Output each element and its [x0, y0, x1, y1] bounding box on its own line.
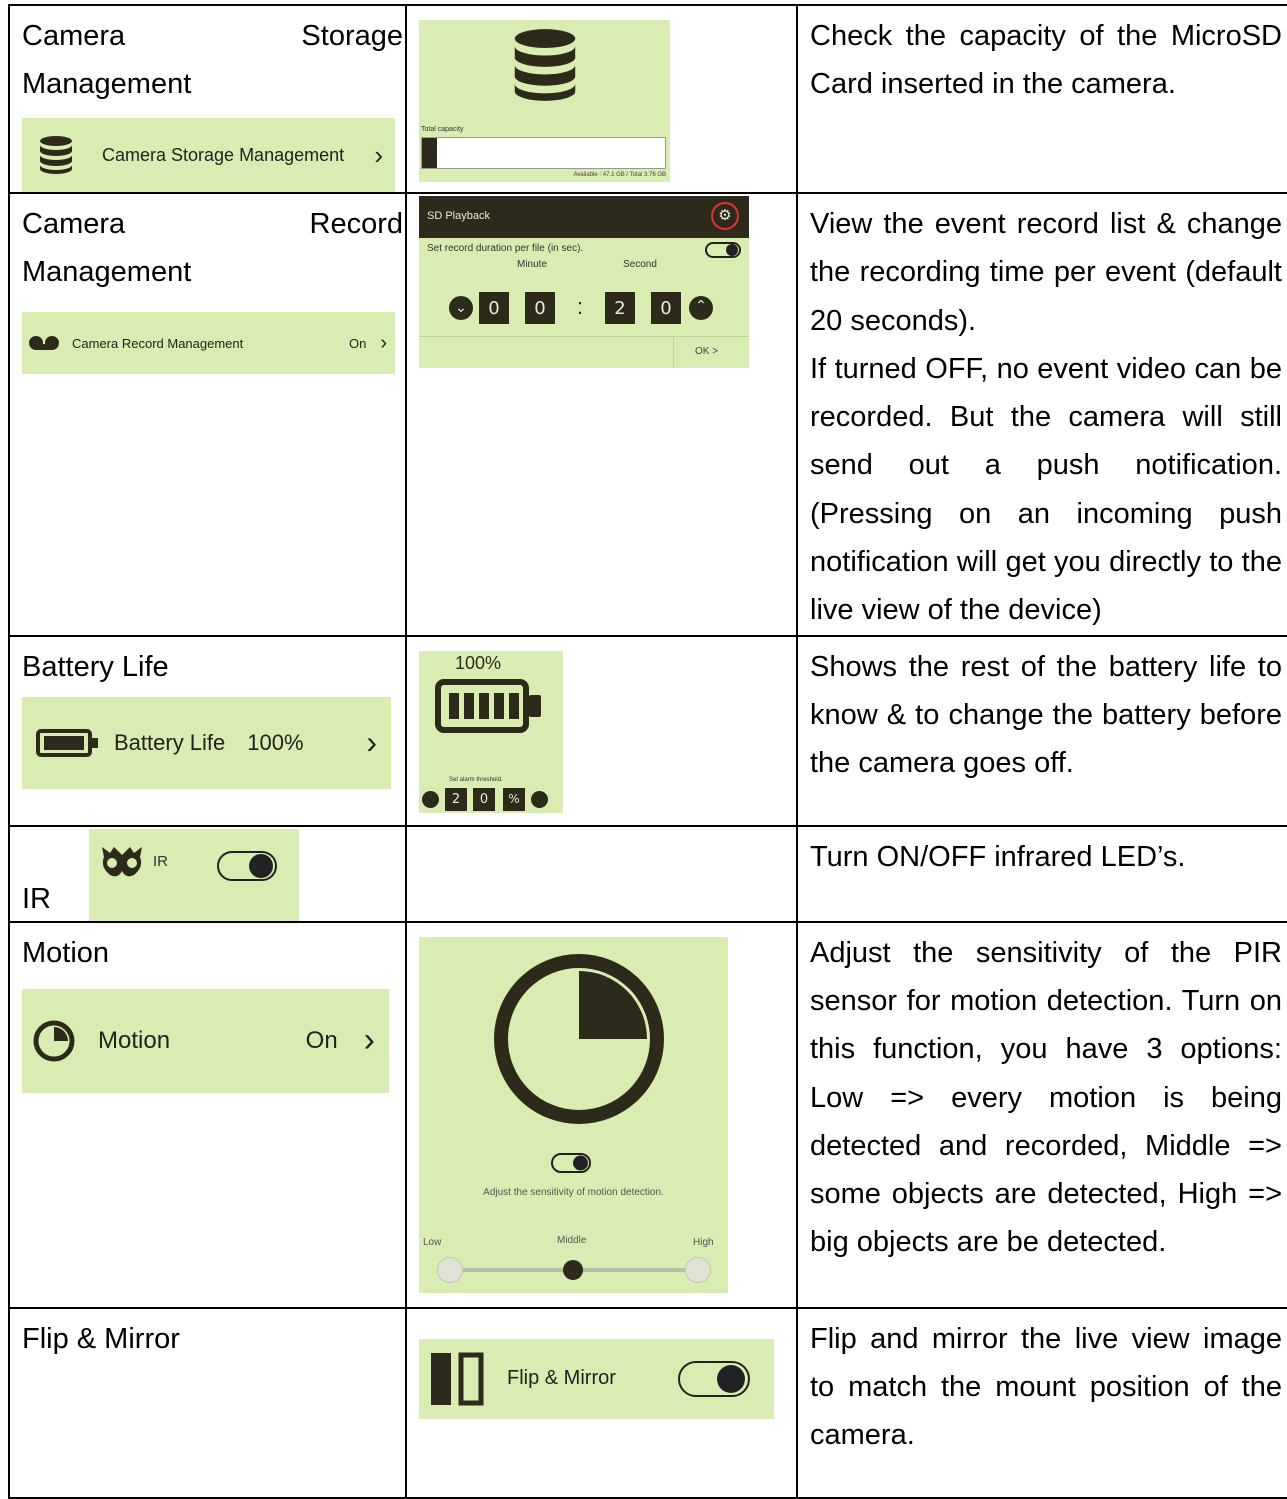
chevron-right-icon: ›: [366, 724, 377, 761]
app-item-battery-life[interactable]: [22, 697, 391, 789]
label-cell: [9, 826, 406, 922]
table-row: [9, 5, 1287, 193]
description-paragraph: View the event record list & change the recording time per event (default 20 seconds).: [810, 208, 1282, 337]
app-item-value: On: [305, 1026, 338, 1054]
ok-button[interactable]: OK >: [695, 346, 719, 357]
app-item-flip-mirror[interactable]: [419, 1339, 774, 1419]
battery-percent: 100%: [455, 652, 502, 673]
time-separator: :: [577, 294, 584, 319]
description-cell: [797, 636, 1287, 826]
screenshot-cell: [406, 1308, 797, 1498]
database-icon: [38, 135, 74, 175]
increase-button[interactable]: ⌃: [689, 296, 713, 320]
storage-screen: [419, 20, 670, 182]
label-cell: [9, 636, 406, 826]
row-label-line: Camera Record: [22, 208, 403, 240]
table-row: [9, 826, 1287, 922]
chevron-right-icon: ›: [374, 139, 383, 170]
decrease-button[interactable]: [422, 791, 439, 808]
minute-label: Minute: [517, 259, 548, 270]
row-label: Motion: [22, 936, 110, 969]
capacity-bar: [421, 137, 666, 169]
description-cell: [797, 1308, 1287, 1498]
table-row: [9, 636, 1287, 826]
table-row: [9, 1308, 1287, 1498]
record-settings-screen: [419, 196, 749, 368]
high-label: High: [693, 1236, 714, 1248]
row-description: Flip and mirror the live view image to match the mount position of the camera.: [810, 1322, 1282, 1452]
threshold-digit-2[interactable]: 0: [473, 788, 495, 811]
battery-icon: [36, 729, 100, 757]
chevron-right-icon: ›: [363, 1021, 375, 1060]
motion-icon: [32, 1019, 76, 1063]
screenshot-cell: [406, 5, 797, 193]
description-cell: [797, 193, 1287, 636]
description-cell: [797, 5, 1287, 193]
owl-icon: [100, 845, 144, 881]
app-item-label: IR: [153, 852, 168, 870]
record-duration-text: Set record duration per file (in sec).: [427, 243, 584, 254]
capacity-label: Total capacity: [421, 126, 464, 133]
increase-button[interactable]: [531, 791, 548, 808]
second-digit-1[interactable]: 2: [605, 292, 635, 324]
ir-toggle[interactable]: [217, 851, 277, 881]
slider-stop-low[interactable]: [437, 1257, 463, 1283]
app-item-value: 100%: [247, 729, 304, 755]
screen-header: [419, 196, 749, 238]
row-description: Turn ON/OFF infrared LED’s.: [810, 840, 1186, 873]
decrease-button[interactable]: ⌄: [449, 296, 473, 320]
middle-label: Middle: [557, 1234, 587, 1246]
description-cell: [797, 922, 1287, 1308]
motion-icon: [489, 949, 669, 1129]
row-label-line: Management: [22, 256, 192, 288]
row-label: Flip & Mirror: [22, 1322, 180, 1355]
flip-mirror-toggle[interactable]: [678, 1361, 750, 1397]
threshold-unit: %: [503, 788, 525, 811]
battery-screen: [419, 651, 563, 813]
motion-toggle[interactable]: [551, 1153, 591, 1173]
slider-stop-high[interactable]: [685, 1257, 711, 1283]
app-item-camera-storage[interactable]: [22, 118, 395, 192]
label-cell: [9, 1308, 406, 1498]
app-item-label: Flip & Mirror: [507, 1367, 616, 1390]
chevron-right-icon: ›: [380, 331, 387, 354]
slider-thumb[interactable]: [563, 1260, 583, 1280]
row-description: Adjust the sensitivity of the PIR sensor for motion detection. Turn on this function, you have 3 options: Low => every motion is being detected and recorded, Middle => some objects are detected, High => big objects are be detected.: [810, 936, 1282, 1259]
record-toggle[interactable]: [705, 242, 741, 258]
threshold-label: Set alarm threshold.: [449, 776, 503, 783]
app-item-label: Battery Life: [114, 729, 226, 755]
flip-mirror-icon: [429, 1349, 485, 1409]
row-description: [798, 194, 1287, 635]
row-label: IR: [22, 882, 51, 915]
row-label-line: Management: [22, 68, 192, 100]
screenshot-cell: [406, 193, 797, 636]
database-icon: [511, 24, 579, 106]
second-digit-2[interactable]: 0: [651, 292, 681, 324]
battery-icon: [435, 679, 545, 733]
record-icon: [28, 335, 60, 351]
label-cell: [9, 193, 406, 636]
screenshot-cell: [406, 922, 797, 1308]
divider: [419, 336, 749, 337]
app-item-label: Camera Storage Management: [102, 144, 345, 165]
settings-gear-icon[interactable]: ⚙: [711, 202, 739, 230]
app-item-camera-record[interactable]: [22, 312, 395, 374]
app-item-value: On: [348, 335, 367, 351]
minute-digit-1[interactable]: 0: [479, 292, 509, 324]
app-item-label: Motion: [98, 1026, 171, 1054]
threshold-digit-1[interactable]: 2: [445, 788, 467, 811]
screenshot-cell: [406, 826, 797, 922]
app-item-ir[interactable]: [89, 829, 299, 921]
row-description: Shows the rest of the battery life to know & to change the battery before the camera goes off.: [810, 650, 1282, 780]
capacity-footer: Available : 47.1 GB / Total 3.76 GB: [573, 172, 666, 178]
app-item-label: Camera Record Management: [72, 335, 244, 351]
description-cell: [797, 826, 1287, 922]
screenshot-cell: [406, 636, 797, 826]
label-cell: [9, 922, 406, 1308]
table-row: [9, 922, 1287, 1308]
description-paragraph: If turned OFF, no event video can be recorded. But the camera will still send out a push notification. (Pressing on an incoming push notification will get you directly to the live view of the device): [810, 352, 1282, 627]
sensitivity-caption: Adjust the sensitivity of motion detection.: [483, 1186, 664, 1198]
row-label-line: Camera Storage: [22, 20, 403, 52]
row-description: Check the capacity of the MicroSD Card inserted in the camera.: [810, 20, 1282, 101]
table-row: [9, 193, 1287, 636]
capacity-fill: [422, 138, 437, 168]
screen-header-title: SD Playback: [427, 210, 490, 222]
row-label: Battery Life: [22, 650, 169, 683]
low-label: Low: [423, 1236, 442, 1248]
motion-screen: [419, 937, 728, 1293]
second-label: Second: [623, 259, 657, 270]
app-item-motion[interactable]: [22, 989, 389, 1093]
label-cell: [9, 5, 406, 193]
minute-digit-2[interactable]: 0: [525, 292, 555, 324]
settings-table: [8, 4, 1287, 1499]
divider: [673, 336, 674, 368]
